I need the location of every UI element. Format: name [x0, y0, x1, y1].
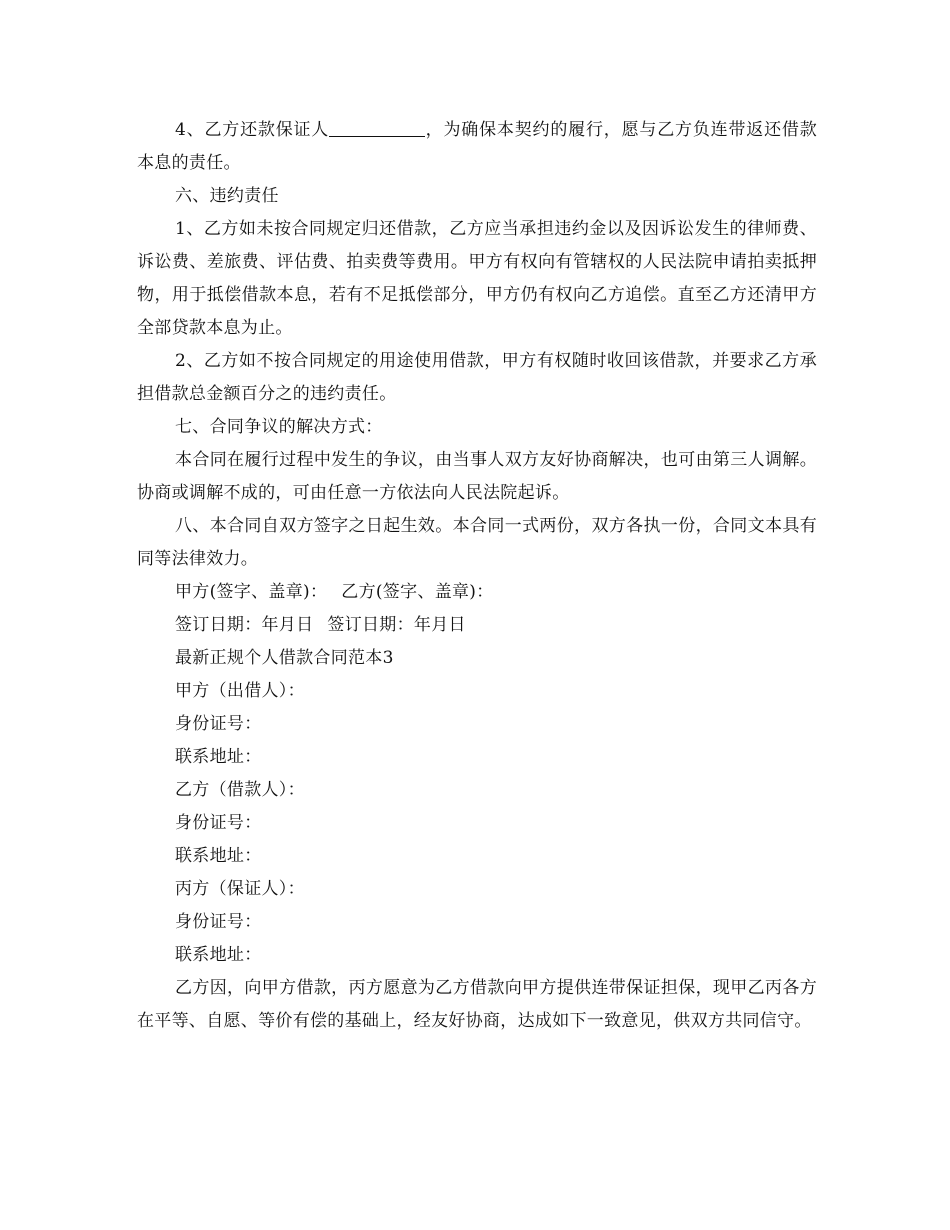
contract-3-title: 最新正规个人借款合同范本3	[175, 648, 394, 668]
party-a-id-label: 身份证号：	[175, 714, 262, 734]
party-b-label: 乙方（借款人）：	[175, 780, 305, 800]
guarantor-name-blank	[329, 118, 425, 137]
section-7-body: 本合同在履行过程中发生的争议，由当事人双方友好协商解决，也可由第三人调解。协商或调解不成的，可由任意一方依法向人民法院起诉。	[137, 450, 817, 503]
guarantor-clause	[137, 114, 817, 180]
guarantor-clause-tail: ，为确保本契约的履行，愿与乙方负连带返还借款本息的责任。	[137, 120, 817, 173]
party-a-address-label: 联系地址：	[175, 747, 262, 767]
section-8: 八、本合同自双方签字之日起生效。本合同一式两份，双方各执一份，合同文本具有同等法律效力。	[137, 516, 817, 569]
section-7-heading: 七、合同争议的解决方式：	[175, 417, 383, 437]
party-c-address-label: 联系地址：	[175, 945, 262, 965]
party-b-signature-label: 乙方(签字、盖章)：	[341, 582, 494, 602]
signature-line	[137, 576, 817, 609]
party-a-date-label: 签订日期：年月日	[175, 615, 314, 635]
section-6-item-1: 1、乙方如未按合同规定归还借款，乙方应当承担违约金以及因诉讼发生的律师费、诉讼费、差旅费、评估费、拍卖费等费用。甲方有权向有管辖权的人民法院申请拍卖抵押物，用于抵偿借款本息，若有不足抵偿部分，甲方仍有权向乙方追偿。直至乙方还清甲方全部贷款本息为止。	[137, 219, 817, 338]
party-c-label: 丙方（保证人）：	[175, 879, 305, 899]
party-b-address-label: 联系地址：	[175, 846, 262, 866]
contract-3-intro: 乙方因，向甲方借款，丙方愿意为乙方借款向甲方提供连带保证担保，现甲乙丙各方在平等、自愿、等价有偿的基础上，经友好协商，达成如下一致意见，供双方共同信守。	[137, 978, 817, 1031]
party-b-id-label: 身份证号：	[175, 813, 262, 833]
party-a-label: 甲方（出借人）：	[175, 681, 305, 701]
section-6-heading: 六、违约责任	[175, 186, 279, 206]
party-a-signature-label: 甲方(签字、盖章)：	[175, 582, 328, 602]
section-6-item-2: 2、乙方如不按合同规定的用途使用借款，甲方有权随时收回该借款，并要求乙方承担借款总金额百分之的违约责任。	[137, 351, 817, 404]
document-body	[137, 114, 817, 1038]
party-c-id-label: 身份证号：	[175, 912, 262, 932]
guarantor-clause-lead: 4、乙方还款保证人	[175, 120, 330, 140]
signing-date-line	[137, 609, 817, 642]
party-b-date-label: 签订日期：年月日	[327, 615, 466, 635]
